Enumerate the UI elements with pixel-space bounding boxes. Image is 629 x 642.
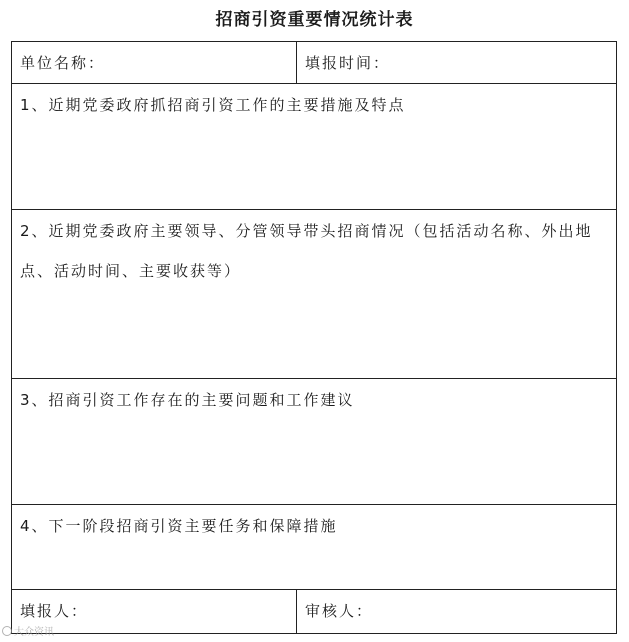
section-row-3 [12,379,616,505]
document-title: 招商引资重要情况统计表 [215,10,414,30]
fill-time-cell [297,42,616,83]
section-row-1 [12,84,616,210]
reviewer-cell [297,590,616,633]
unit-name-label: 单位名称： [20,54,106,72]
section-row-4 [12,505,616,590]
filler-label: 填报人： [20,602,89,620]
footer-row [12,590,616,633]
filler-cell [12,590,297,633]
section-row-2 [12,210,616,379]
section-1-text: 1、近期党委政府抓招商引资工作的主要措施及特点 [20,96,406,114]
statistics-form [11,41,617,634]
section-2-text: 2、近期党委政府主要领导、分管领导带头招商情况（包括活动名称、外出地点、活动时间、主要收获等） [20,222,593,280]
watermark [2,623,54,638]
fill-time-label: 填报时间： [305,54,391,72]
unit-name-cell [12,42,297,83]
watermark-logo-icon [2,626,12,636]
watermark-text: 大众资讯 [14,627,54,638]
section-3-text: 3、招商引资工作存在的主要问题和工作建议 [20,391,355,409]
section-4-text: 4、下一阶段招商引资主要任务和保障措施 [20,517,338,535]
reviewer-label: 审核人： [305,602,374,620]
header-row [12,42,616,84]
